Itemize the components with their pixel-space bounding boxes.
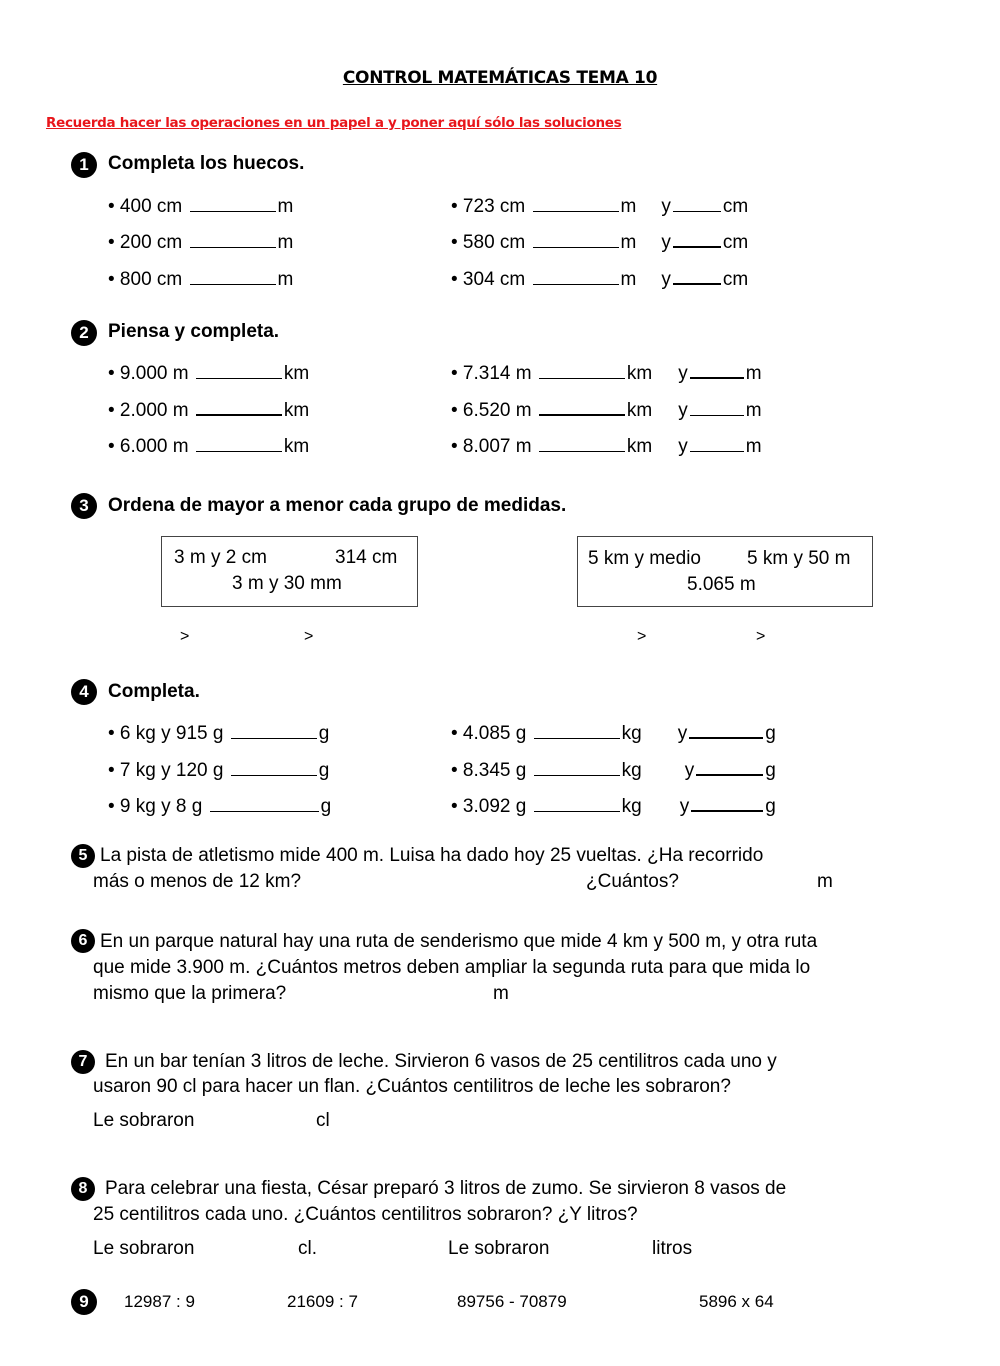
answer-blank[interactable] xyxy=(539,363,625,379)
answer-blank[interactable] xyxy=(533,196,619,212)
answer-blank[interactable] xyxy=(690,436,744,452)
s4-left-row-1: • 6 kg y 915 g g xyxy=(108,723,330,744)
section-7-number: 7 xyxy=(71,1050,95,1074)
section-2-number: 2 xyxy=(71,320,97,346)
answer-blank[interactable] xyxy=(190,232,276,248)
answer-blank[interactable] xyxy=(534,723,620,739)
s5-text-line-2: más o menos de 12 km? xyxy=(93,871,302,892)
section-2-heading: Piensa y completa. xyxy=(108,321,280,342)
s4-left-row-2: • 7 kg y 120 g g xyxy=(108,760,330,781)
s8-text-line-2: 25 centilitros cada uno. ¿Cuántos centilitros sobraron? ¿Y litros? xyxy=(93,1204,638,1225)
s1-right-row-2: • 580 cm m y cm xyxy=(451,232,749,253)
s1-left-row-1: • 400 cm m xyxy=(108,196,294,217)
answer-blank[interactable] xyxy=(690,363,744,379)
box2-item-b: 5 km y 50 m xyxy=(747,548,851,569)
answer-blank[interactable] xyxy=(534,796,620,812)
s2-right-row-1: • 7.314 m km y m xyxy=(451,363,762,384)
box2-item-a: 5 km y medio xyxy=(588,548,701,569)
answer-blank[interactable] xyxy=(196,400,282,416)
section-3-number: 3 xyxy=(71,493,97,519)
answer-blank[interactable] xyxy=(673,232,721,248)
box1-item-b: 314 cm xyxy=(335,547,398,568)
answer-blank[interactable] xyxy=(696,760,763,776)
box1-item-c: 3 m y 30 mm xyxy=(232,573,342,594)
s8-answer-label-1: Le sobraron xyxy=(93,1238,195,1259)
answer-blank[interactable] xyxy=(691,796,763,812)
s4-right-row-2: • 8.345 g kg y g xyxy=(451,760,776,781)
s7-text-line-1: En un bar tenían 3 litros de leche. Sirvieron 6 vasos de 25 centilitros cada uno y xyxy=(105,1051,777,1072)
page-title: CONTROL MATEMÁTICAS TEMA 10 xyxy=(342,68,658,88)
greater-than-sign: > xyxy=(180,628,190,645)
s7-answer-label: Le sobraron xyxy=(93,1110,195,1131)
answer-blank[interactable] xyxy=(231,723,317,739)
s1-left-row-2: • 200 cm m xyxy=(108,232,294,253)
instructions-note: Recuerda hacer las operaciones en un papel a y poner aquí sólo las soluciones xyxy=(46,115,622,131)
operation-1: 12987 : 9 xyxy=(124,1292,195,1311)
s8-unit-2: litros xyxy=(652,1238,693,1259)
s8-unit-1: cl. xyxy=(298,1238,317,1259)
s2-left-row-2: • 2.000 m km xyxy=(108,400,310,421)
answer-blank[interactable] xyxy=(673,269,721,285)
answer-blank[interactable] xyxy=(673,196,721,212)
s5-text-line-1: La pista de atletismo mide 400 m. Luisa ha dado hoy 25 vueltas. ¿Ha recorrido xyxy=(100,845,764,866)
answer-blank[interactable] xyxy=(534,760,620,776)
operation-3: 89756 - 70879 xyxy=(457,1292,567,1311)
answer-blank[interactable] xyxy=(533,269,619,285)
s5-question: ¿Cuántos? xyxy=(586,871,679,892)
answer-blank[interactable] xyxy=(539,436,625,452)
section-8-number: 8 xyxy=(71,1177,95,1201)
answer-blank[interactable] xyxy=(689,723,763,739)
section-3-heading: Ordena de mayor a menor cada grupo de medidas. xyxy=(108,495,567,516)
s2-right-row-3: • 8.007 m km y m xyxy=(451,436,762,457)
s8-answer-label-2: Le sobraron xyxy=(448,1238,550,1259)
answer-blank[interactable] xyxy=(210,796,319,812)
section-4-heading: Completa. xyxy=(108,681,200,702)
greater-than-sign: > xyxy=(637,628,647,645)
s6-text-line-3: mismo que la primera? xyxy=(93,983,287,1004)
s4-left-row-3: • 9 kg y 8 g g xyxy=(108,796,332,817)
s2-left-row-1: • 9.000 m km xyxy=(108,363,310,384)
operation-4: 5896 x 64 xyxy=(699,1292,774,1311)
s5-unit: m xyxy=(817,871,833,892)
answer-blank[interactable] xyxy=(539,400,625,416)
answer-blank[interactable] xyxy=(190,196,276,212)
s1-left-row-3: • 800 cm m xyxy=(108,269,294,290)
box1-item-a: 3 m y 2 cm xyxy=(174,547,267,568)
answer-blank[interactable] xyxy=(690,400,744,416)
s1-right-row-3: • 304 cm m y cm xyxy=(451,269,749,290)
s6-text-line-2: que mide 3.900 m. ¿Cuántos metros deben ampliar la segunda ruta para que mida lo xyxy=(93,957,811,978)
answer-blank[interactable] xyxy=(190,269,276,285)
operation-2: 21609 : 7 xyxy=(287,1292,358,1311)
s1-right-row-1: • 723 cm m y cm xyxy=(451,196,749,217)
answer-blank[interactable] xyxy=(196,436,282,452)
s8-text-line-1: Para celebrar una fiesta, César preparó 3 litros de zumo. Se sirvieron 8 vasos de xyxy=(105,1178,787,1199)
section-1-number: 1 xyxy=(71,152,97,178)
box2-item-c: 5.065 m xyxy=(687,574,756,595)
greater-than-sign: > xyxy=(756,628,766,645)
answer-blank[interactable] xyxy=(196,363,282,379)
s4-right-row-3: • 3.092 g kg y g xyxy=(451,796,776,817)
s6-unit: m xyxy=(493,983,509,1004)
s6-text-line-1: En un parque natural hay una ruta de senderismo que mide 4 km y 500 m, y otra ruta xyxy=(100,931,818,952)
greater-than-sign: > xyxy=(304,628,314,645)
answer-blank[interactable] xyxy=(533,232,619,248)
s7-unit: cl xyxy=(316,1110,330,1131)
s4-right-row-1: • 4.085 g kg y g xyxy=(451,723,776,744)
section-5-number: 5 xyxy=(71,844,95,868)
answer-blank[interactable] xyxy=(231,760,317,776)
section-6-number: 6 xyxy=(71,929,95,953)
section-9-number: 9 xyxy=(71,1289,97,1315)
section-4-number: 4 xyxy=(71,679,97,705)
measures-box-2 xyxy=(577,536,873,607)
section-1-heading: Completa los huecos. xyxy=(108,153,305,174)
s7-text-line-2: usaron 90 cl para hacer un flan. ¿Cuántos centilitros de leche les sobraron? xyxy=(93,1076,731,1097)
s2-left-row-3: • 6.000 m km xyxy=(108,436,310,457)
s2-right-row-2: • 6.520 m km y m xyxy=(451,400,762,421)
